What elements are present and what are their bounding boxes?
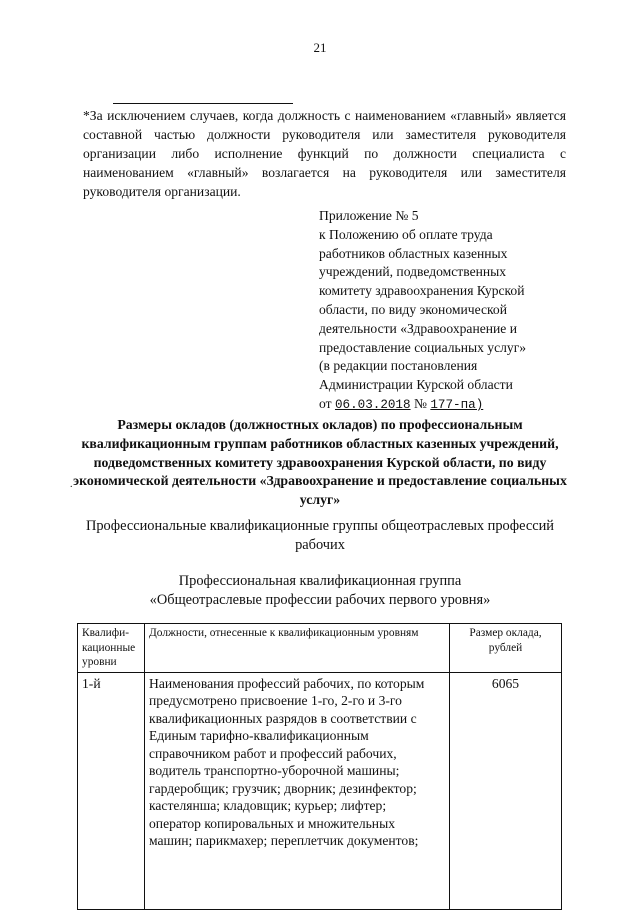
group-title-line: Профессиональная квалификационная группа: [178, 573, 462, 589]
appendix-line: Приложение № 5: [319, 208, 419, 223]
position-line: оператор копировальных и множительных: [149, 815, 396, 831]
position-line: кастелянша; кладовщик; курьер; лифтер;: [149, 798, 387, 813]
page-number: 21: [313, 40, 327, 55]
cell-positions: [145, 672, 450, 909]
document-date: 06.03.2018: [334, 397, 411, 412]
position-line: Наименования профессий рабочих, по которым: [149, 675, 425, 691]
position-line: справочником работ и профессий рабочих,: [149, 745, 397, 761]
position-line: Единым тарифно-квалификационным: [149, 728, 369, 743]
appendix-line: работников областных казенных: [319, 245, 508, 261]
appendix-date-line: [319, 395, 569, 415]
position-line: квалификационных разрядов в соответствии с: [149, 710, 417, 726]
appendix-line: учреждений, подведомственных: [319, 264, 507, 280]
document-title: Размеры окладов (должностных окладов) по профессиональным квалификационным группам работников областных казенных учреждений, подведомственных комитету здравоохранения Курской области, по виду экономической деятельности «Здравоохранение и предоставление социальных услуг»: [73, 417, 567, 508]
cell-level: 1-й: [78, 672, 145, 909]
appendix-line: к Положению об оплате труда: [319, 226, 493, 242]
date-prefix: от: [319, 395, 332, 411]
appendix-block: [319, 207, 569, 415]
group-title-line: «Общеотраслевые профессии рабочих первого уровня»: [149, 591, 491, 608]
number-prefix: №: [413, 395, 427, 411]
appendix-line: комитету здравоохранения Курской: [319, 283, 525, 299]
appendix-line: (в редакции постановления: [319, 358, 478, 374]
header-salary: Размер оклада, рублей: [450, 624, 562, 673]
salary-table: [77, 623, 562, 910]
cell-salary: 6065: [450, 672, 562, 909]
appendix-line: предоставление социальных услуг»: [319, 339, 527, 355]
footnote-separator: [113, 103, 293, 104]
footnote: *За исключением случаев, когда должность с наименованием «главный» является составной частью должности руководителя или заместителя руководителя организации либо исполнение функций по должности специалиста с наименованием «главный» возлагается на руководителя или заместителя руководителя организации.: [83, 108, 566, 199]
appendix-line: области, по виду экономической: [319, 301, 507, 317]
position-line: гардеробщик; грузчик; дворник; дезинфектор;: [149, 780, 417, 796]
stray-mark: .: [70, 479, 73, 490]
header-level: Квалифи-кационные уровни: [78, 624, 145, 673]
table-header-row: [78, 624, 562, 673]
section-title: Профессиональные квалификационные группы общеотраслевых профессий рабочих: [85, 518, 555, 553]
appendix-line: Администрации Курской области: [319, 377, 513, 393]
document-number: 177-па): [430, 397, 484, 412]
appendix-line: деятельности «Здравоохранение и: [319, 320, 518, 336]
table-row: [78, 672, 562, 909]
group-title: [80, 572, 560, 609]
position-line: предусмотрено присвоение 1-го, 2-го и 3-го: [149, 693, 402, 708]
header-positions: Должности, отнесенные к квалификационным уровням: [145, 624, 450, 673]
position-line: водитель транспортно-уборочной машины;: [149, 763, 400, 778]
position-line: машин; парикмахер; переплетчик документов;: [149, 833, 419, 848]
